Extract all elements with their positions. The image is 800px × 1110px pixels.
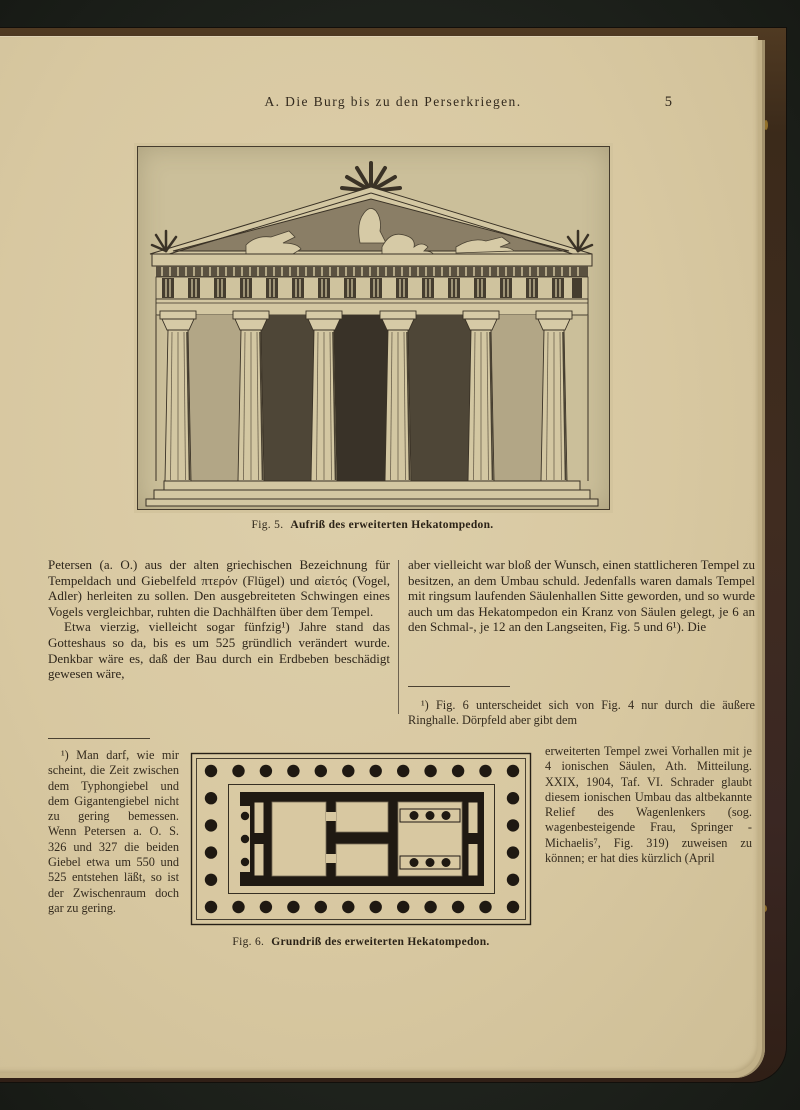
right-paragraph-1: aber vielleicht war bloß der Wunsch, einen stattlicheren Tempel zu besitzen, an dem Umbau schuld. Jedenfalls waren damals Tempel mit ringsum laufenden Säulenhallen Sitte geworden, und so wurde auch um das Hekatompedon ein Kranz von Säulen gelegt, je 6 an den Schmal-, je 12 an den Langseiten, Fig. 5 und 6¹). Die: [408, 557, 755, 635]
entablature: [152, 254, 592, 315]
left-column: [48, 557, 390, 682]
left-paragraph-1: Petersen (a. O.) aus der alten griechischen Bezeichnung für Tempeldach und Giebelfeld πτερόν (Flügel) und αἰετός (Vogel, Adler) herleiten zu sollen. Den ausgebreiteten Schwingen eines Vogels vergleichbar, ruhten die Dachhälften über dem Tempel.: [48, 557, 390, 619]
left-footnote-rule: [48, 738, 150, 739]
left-paragraph-2: Etwa vierzig, vielleicht sogar fünfzig¹) Jahre stand das Gotteshaus so da, bis es um 525 gründlich verändert wurde. Denkbar wäre es, daß der Bau durch ein Erdbeben beschädigt gewesen wäre,: [48, 619, 390, 682]
cella-building: [240, 792, 484, 886]
page-number: 5: [664, 94, 672, 110]
right-footnote-continued: erweiterten Tempel zwei Vorhallen mit je 4 ionischen Säulen, Ath. Mitteilung. XXIX, 1904, Taf. VI. Schrader glaubt diesem ionischen Umbau das altbekannte Relief des Wagenlenkers (sog. wagenbesteigende Frau, Springer - Michaelis⁷, Fig. 319) zuweisen zu können; er hat dies kürzlich (April: [545, 744, 752, 866]
section-title: A. Die Burg bis zu den Perserkriegen.: [264, 94, 522, 109]
fig6-caption: Fig. 6. Grundriß des erweiterten Hekatompedon.: [232, 936, 490, 948]
west-room: [272, 802, 326, 876]
fig6-label: Fig. 6.: [232, 936, 265, 948]
dentil-band: [156, 266, 588, 277]
fig5-caption: Fig. 5. Aufriß des erweiterten Hekatompedon.: [251, 519, 494, 531]
left-footnote: ¹) Man darf, wie mir scheint, die Zeit zwischen dem Typhongiebel und dem Gigantengiebel nicht zu gering bemessen. Wenn Petersen a. O. S. 326 und 327 die beiden Giebel etwa um 550 und 525 entstehen läßt, so ist der Zwischenraum doch gar zu gering.: [48, 748, 179, 915]
right-footnote-intro: ¹) Fig. 6 unterscheidet sich von Fig. 4 nur durch die äußere Ringhalle. Dörpfeld aber gibt dem: [408, 698, 755, 728]
column-divider-rule: [398, 560, 399, 714]
fig5-label: Fig. 5.: [251, 519, 284, 531]
right-column: [408, 557, 755, 635]
intercolumn-shadows: [156, 315, 588, 481]
door-gap: [326, 854, 336, 863]
fig5-temple-elevation: [138, 147, 609, 509]
architrave: [156, 299, 588, 315]
running-head: [48, 94, 738, 114]
right-footnote-rule: [408, 686, 510, 687]
door-gap: [326, 812, 336, 821]
book-page: [0, 36, 758, 1073]
stylobate-steps: [146, 481, 598, 506]
fig6-ground-plan: [188, 750, 534, 928]
fig5-plate: [137, 146, 610, 510]
fig6-plan: [188, 750, 534, 928]
middle-room-north: [336, 802, 388, 832]
middle-room-south: [336, 844, 388, 876]
